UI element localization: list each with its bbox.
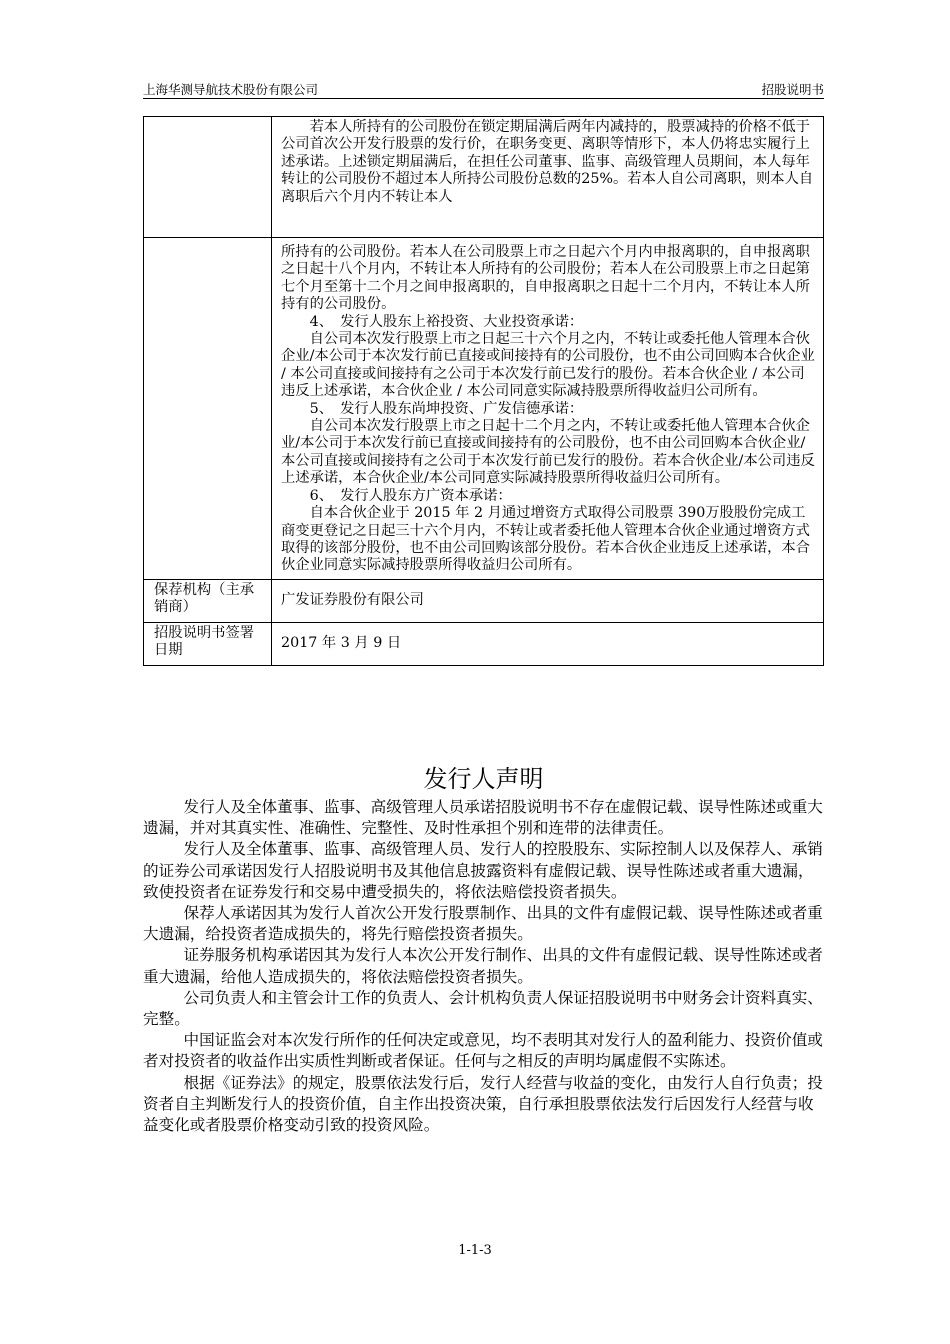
page-header <box>143 78 824 99</box>
declaration-paragraph: 发行人及全体董事、监事、高级管理人员、发行人的控股股东、实际控制人以及保荐人、承销的证券公司承诺因发行人招股说明书及其他信息披露资料有虚假记载、误导性陈述或者重大遗漏，致使投资者在证券发行和交易中遭受损失的，将依法赔偿投资者损失。 <box>143 840 823 901</box>
table-row <box>144 622 824 665</box>
sponsor-label: 保荐机构（主承销商） <box>144 579 272 622</box>
commitment-5-heading: 5、 发行人股东尚坤投资、广发信德承诺： <box>309 400 584 417</box>
table-row <box>144 238 824 580</box>
commitment-5-text: 自公司本次发行股票上市之日起十二个月之内，不转让或委托他人管理本合伙企业/本公司于本次发行前已直接或间接持有的公司股份，也不由公司回购本合伙企业/本公司直接或间接持有之公司于本次发行前已发行的股份。若本合伙企业/本公司违反上述承诺，本合伙企业/本公司同意实际减持股票所得收益归公司所有。 <box>281 418 815 487</box>
commitment-4-text: 自公司本次发行股票上市之日起三十六个月之内，不转让或委托他人管理本合伙企业/本公司于本次发行前已直接或间接持有的公司股份，也不由公司回购本合伙企业 / 本公司直接或间接持有之公司于本次发行前已发行的股份。若本合伙企业 / 本公司违反上述承诺，本合伙企业 / 本公司同意实际减持股票所得收益归公司所有。 <box>281 331 815 400</box>
commitment-continued-text: 所持有的公司股份。若本人在公司股票上市之日起六个月内申报离职的，自申报离职之日起十八个月内，不转让本人所持有的公司股份；若本人在公司股票上市之日起第七个月至第十二个月之间申报离职的，自申报离职之日起十二个月内，不转让本人所持有的公司股份。 <box>281 244 810 313</box>
declaration-paragraph: 根据《证券法》的规定，股票依法发行后，发行人经营与收益的变化，由发行人自行负责；投资者自主判断发行人的投资价值，自主作出投资决策，自行承担股票依法发行后因发行人经营与收益变化或者股票价格变动引致的投资风险。 <box>143 1073 823 1135</box>
page-number: 1-1-3 <box>458 1243 492 1258</box>
signing-date-label: 招股说明书签署日期 <box>144 622 272 665</box>
lockup-text: 若本人所持有的公司股份在锁定期届满后两年内减持的，股票减持的价格不低于公司首次公开发行股票的发行价，在职务变更、离职等情形下，本人仍将忠实履行上述承诺。上述锁定期届满后，在担任公司董事、监事、高级管理人员期间，本人每年转让的公司股份不超过本人所持公司股份总数的25%。若本人自公司离职，则本人自离职后六个月内不转让本人 <box>281 119 814 205</box>
commitment-4-heading: 4、 发行人股东上裕投资、大业投资承诺： <box>309 313 584 330</box>
table-row <box>144 117 824 238</box>
table-row <box>144 579 824 622</box>
declaration-title: 发行人声明 <box>423 765 544 793</box>
declaration-paragraph: 中国证监会对本次发行所作的任何决定或意见，均不表明其对发行人的盈利能力、投资价值或者对投资者的收益作出实质性判断或者保证。任何与之相反的声明均属虚假不实陈述。 <box>143 1031 823 1071</box>
commitment-6-text: 自本合伙企业于 2015 年 2 月通过增资方式取得公司股票 390万股股份完成工商变更登记之日起三十六个月内，不转让或者委托他人管理本合伙企业通过增资方式取得的该部分股份，也不由公司回购该部分股份。若本合伙企业违反上述承诺，本合伙企业同意实际减持股票所得收益归公司所有。 <box>281 505 810 574</box>
company-name: 上海华测导航技术股份有限公司 <box>143 82 319 97</box>
declaration-paragraph: 发行人及全体董事、监事、高级管理人员承诺招股说明书不存在虚假记载、误导性陈述或重大遗漏，并对其真实性、准确性、完整性、及时性承担个别和连带的法律责任。 <box>143 798 823 838</box>
document-type: 招股说明书 <box>761 82 824 97</box>
commitment-6-heading: 6、 发行人股东方广资本承诺： <box>309 487 512 504</box>
declaration-paragraph: 公司负责人和主管会计工作的负责人、会计机构负责人保证招股说明书中财务会计资料真实、完整。 <box>143 988 823 1029</box>
lockup-commitment-cell <box>272 117 824 238</box>
declaration-body <box>143 797 827 1136</box>
empty-label-cell <box>144 238 272 580</box>
declaration-paragraph: 保荐人承诺因其为发行人首次公开发行股票制作、出具的文件有虚假记载、误导性陈述或者重大遗漏，给投资者造成损失的，将先行赔偿投资者损失。 <box>143 904 823 944</box>
signing-date-value: 2017 年 3 月 9 日 <box>272 622 824 665</box>
shareholder-commitments-cell <box>272 238 824 580</box>
sponsor-value: 广发证券股份有限公司 <box>272 579 824 622</box>
empty-label-cell <box>144 117 272 238</box>
declaration-paragraph: 证券服务机构承诺因其为发行人本次公开发行制作、出具的文件有虚假记载、误导性陈述或者重大遗漏，给他人造成损失的，将依法赔偿投资者损失。 <box>143 946 823 986</box>
prospectus-info-table <box>143 116 824 666</box>
